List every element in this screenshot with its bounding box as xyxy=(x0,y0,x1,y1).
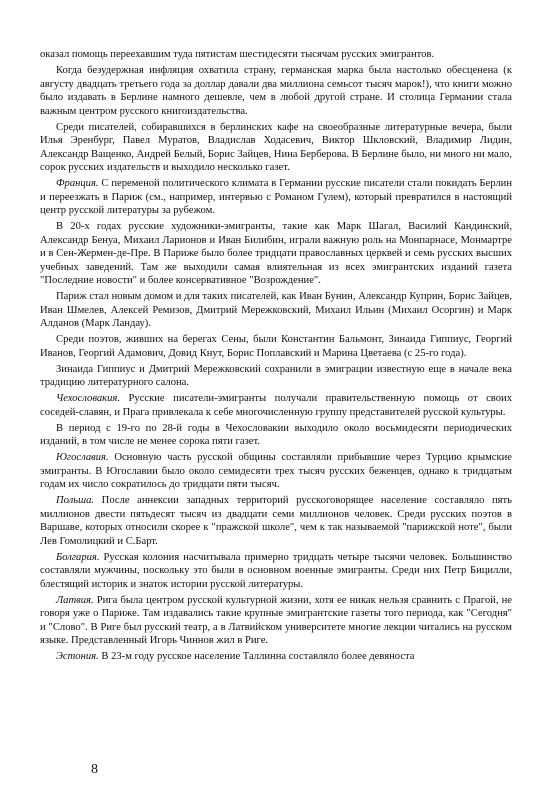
paragraph xyxy=(40,290,512,331)
paragraph xyxy=(40,451,512,492)
paragraph-text: Среди писателей, собиравшихся в берлинских кафе на своеобразные литературные вечера, были Илья Эренбург, Павел Муратов, Владислав Ходасевич, Виктор Шкловский, Владимир Лидин, Александр Ващенко, Андрей Белый, Борис Зайцев, Нина Берберова. В Берлине было, ни много ни мало, сорок русских издательств и выходило несколько газет. xyxy=(40,121,512,173)
paragraph xyxy=(40,177,512,218)
paragraph-lead: Эстония. xyxy=(56,651,99,662)
paragraph-text: В 23-м году русское население Таллинна составляло более девяноста xyxy=(98,651,415,662)
paragraph-text: С переменой политического климата в Германии русские писатели стали покидать Берлин и переезжать в Париж (см., например, интервью с Романом Гулем), который превратился в настоящий центр русской литературы за рубежом. xyxy=(40,178,512,216)
paragraph-lead: Франция. xyxy=(56,178,99,189)
paragraph-lead: Польша. xyxy=(56,495,95,506)
paragraph xyxy=(40,48,512,62)
paragraph xyxy=(40,422,512,449)
paragraph xyxy=(40,121,512,175)
paragraph-text: Русские писатели-эмигранты получали правительственную помощь от своих соседей-славян, и Прага привлекала к себе многочисленную группу представителей русской культуры. xyxy=(40,393,512,418)
paragraph xyxy=(40,494,512,548)
paragraph xyxy=(40,594,512,648)
paragraph-text: Париж стал новым домом и для таких писателей, как Иван Бунин, Александр Куприн, Борис Зайцев, Иван Шмелев, Алексей Ремизов, Дмитрий Мережковский, Михаил Ильин (Михаил Осоргин) и Марк Алданов (Марк Ландау). xyxy=(40,291,512,329)
paragraph-text: Зинаида Гиппиус и Дмитрий Мережковский сохранили в эмиграции известную еще в начале века традицию литературного салона. xyxy=(40,363,512,388)
page-number: 8 xyxy=(91,762,98,777)
paragraph-text: Среди поэтов, живших на берегах Сены, были Константин Бальмонт, Зинаида Гиппиус, Георгий Иванов, Георгий Адамович, Довид Кнут, Борис Поплавский и Марина Цветаева (с 25-го года). xyxy=(40,334,512,359)
paragraph-text: После аннексии западных территорий русскоговорящее население составляло пять миллионов двести пятьдесят тысяч из двадцати семи миллионов человек. Среди русских поэтов в Варшаве, которых относили скорее к "пражской школе", чем к так называемой "парижской ноте", были Лев Гомолицкий и С.Барт. xyxy=(40,495,512,547)
page-body xyxy=(40,48,512,666)
paragraph-text: В период с 19-го по 28-й годы в Чехословакии выходило около восьмидесяти периодических изданий, в том числе не менее сорока пяти газет. xyxy=(40,422,512,447)
paragraph-lead: Латвия. xyxy=(56,594,94,606)
paragraph xyxy=(40,220,512,288)
paragraph xyxy=(40,64,512,118)
paragraph xyxy=(40,392,512,419)
paragraph xyxy=(40,650,512,664)
paragraph-text: Русская колония насчитывала примерно тридцать четыре тысячи человек. Большинство составляли мужчины, поскольку это были в основном военные эмигранты. Среди них Петр Бицилли, блестящий историк и знаток истории русской литературы. xyxy=(40,551,512,590)
paragraph xyxy=(40,363,512,390)
paragraph-lead: Югославия. xyxy=(56,452,109,463)
paragraph-text: оказал помощь переехавшим туда пятистам шестидесяти тысячам русских эмигрантов. xyxy=(40,49,435,60)
paragraph xyxy=(40,333,512,360)
paragraph-lead: Болгария. xyxy=(56,551,100,563)
paragraph-text: Рига была центром русской культурной жизни, хотя ее никак нельзя сравнить с Прагой, не говоря уже о Париже. Там издавались такие крупные эмигрантские газеты того периода, как "Сегодня" и "Слово". В Риге был русский театр, а в Латвийском университете многие лекции читались на русском языке. Представленный Игорь Чиннов жил в Риге. xyxy=(40,594,512,646)
paragraph-text: В 20-х годах русские художники-эмигранты, такие как Марк Шагал, Василий Кандинский, Александр Бенуа, Михаил Ларионов и Иван Билибин, играли важную роль на Монпарнасе, Монмартре и в Сен-Жермен-де-Пре. В Париже было более тридцати православных церквей и семь русских высших учебных заведений. Там же выходили самая влиятельная из всех эмигрантских изданий газета "Последние новости" и более консервативное "Возрождение". xyxy=(40,221,512,286)
paragraph xyxy=(40,551,512,592)
paragraph-text: Когда безудержная инфляция охватила страну, германская марка была настолько обесценена (к августу двадцать третьего года за доллар давали два миллиона семьсот тысяч марок!), что книги можно было издавать в Берлине намного дешевле, чем в любой другой стране. И столица Германии стала важным центром русского книгоиздательства. xyxy=(40,65,512,117)
paragraph-text: Основную часть русской общины составляли прибывшие через Турцию крымские эмигранты. В Югославии было около семидесяти трех тысяч русских беженцев, однако к тридцатым годам их число сократилось до тридцати пяти тысяч. xyxy=(40,452,512,490)
paragraph-lead: Чехословакия. xyxy=(56,393,120,404)
